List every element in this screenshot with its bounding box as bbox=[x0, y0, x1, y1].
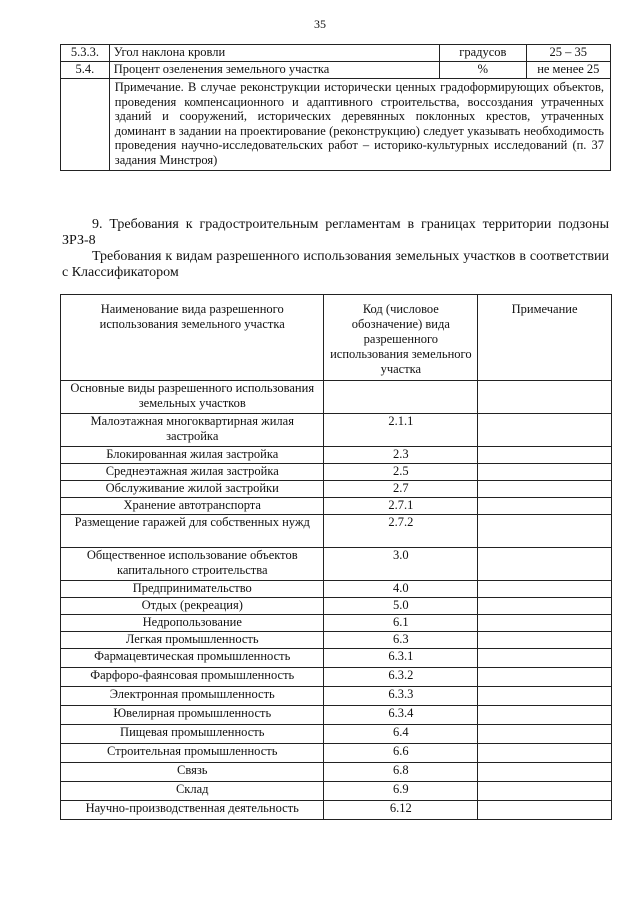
use-code: 6.9 bbox=[324, 782, 478, 801]
header-name: Наименование вида разрешенного использования земельного участка bbox=[61, 295, 324, 381]
use-note bbox=[478, 381, 612, 414]
parameter-value: не менее 25 bbox=[526, 62, 610, 79]
table-row bbox=[61, 481, 612, 498]
use-note bbox=[478, 447, 612, 464]
table-row bbox=[61, 45, 611, 62]
table-row bbox=[61, 548, 612, 581]
parameter-unit: градусов bbox=[440, 45, 527, 62]
parameter-value: 25 – 35 bbox=[526, 45, 610, 62]
use-name: Основные виды разрешенного использования земельных участков bbox=[61, 381, 324, 414]
page-number: 35 bbox=[314, 17, 326, 31]
use-code: 2.5 bbox=[324, 464, 478, 481]
table-row bbox=[61, 782, 612, 801]
table-row bbox=[61, 498, 612, 515]
use-code: 2.7 bbox=[324, 481, 478, 498]
use-note bbox=[478, 632, 612, 649]
use-code: 2.3 bbox=[324, 447, 478, 464]
use-name: Общественное использование объектов капитального строительства bbox=[61, 548, 324, 581]
row-number: 5.4. bbox=[61, 62, 110, 79]
use-note bbox=[478, 581, 612, 598]
table-row bbox=[61, 744, 612, 763]
table-row bbox=[61, 801, 612, 820]
use-name: Предпринимательство bbox=[61, 581, 324, 598]
use-code: 2.1.1 bbox=[324, 414, 478, 447]
use-code: 6.3.4 bbox=[324, 706, 478, 725]
use-name: Фармацевтическая промышленность bbox=[61, 649, 324, 668]
use-note bbox=[478, 782, 612, 801]
use-note bbox=[478, 481, 612, 498]
table-row bbox=[61, 668, 612, 687]
use-name: Обслуживание жилой застройки bbox=[61, 481, 324, 498]
use-name: Хранение автотранспорта bbox=[61, 498, 324, 515]
use-name: Связь bbox=[61, 763, 324, 782]
use-name: Блокированная жилая застройка bbox=[61, 447, 324, 464]
use-note bbox=[478, 668, 612, 687]
use-name: Пищевая промышленность bbox=[61, 725, 324, 744]
parameter-name: Процент озеленения земельного участка bbox=[109, 62, 439, 79]
use-code: 6.3.2 bbox=[324, 668, 478, 687]
table-row bbox=[61, 464, 612, 481]
table-row bbox=[61, 79, 611, 171]
use-code: 2.7.1 bbox=[324, 498, 478, 515]
use-note bbox=[478, 464, 612, 481]
table-row bbox=[61, 706, 612, 725]
table-row bbox=[61, 763, 612, 782]
table-row bbox=[61, 615, 612, 632]
use-name: Склад bbox=[61, 782, 324, 801]
use-note bbox=[478, 687, 612, 706]
use-code: 3.0 bbox=[324, 548, 478, 581]
use-code: 6.1 bbox=[324, 615, 478, 632]
use-name: Недропользование bbox=[61, 615, 324, 632]
table-row bbox=[61, 598, 612, 615]
table-row bbox=[61, 515, 612, 548]
parameter-unit: % bbox=[440, 62, 527, 79]
use-name: Легкая промышленность bbox=[61, 632, 324, 649]
use-note bbox=[478, 515, 612, 548]
table-row bbox=[61, 414, 612, 447]
use-code: 5.0 bbox=[324, 598, 478, 615]
use-note bbox=[478, 725, 612, 744]
header-note: Примечание bbox=[478, 295, 612, 381]
table-row bbox=[61, 649, 612, 668]
row-number: 5.3.3. bbox=[61, 45, 110, 62]
land-use-table bbox=[60, 294, 612, 820]
use-note bbox=[478, 801, 612, 820]
use-note bbox=[478, 615, 612, 632]
use-name: Размещение гаражей для собственных нужд bbox=[61, 515, 324, 548]
use-note bbox=[478, 498, 612, 515]
table-row bbox=[61, 632, 612, 649]
use-code: 6.12 bbox=[324, 801, 478, 820]
use-note bbox=[478, 598, 612, 615]
use-note bbox=[478, 744, 612, 763]
header-code: Код (числовое обозначение) вида разрешенного использования земельного участка bbox=[324, 295, 478, 381]
table-row bbox=[61, 62, 611, 79]
table-row bbox=[61, 725, 612, 744]
use-code: 2.7.2 bbox=[324, 515, 478, 548]
use-code bbox=[324, 381, 478, 414]
parameter-name: Угол наклона кровли bbox=[109, 45, 439, 62]
use-note bbox=[478, 706, 612, 725]
use-name: Ювелирная промышленность bbox=[61, 706, 324, 725]
table-header-row bbox=[61, 295, 612, 381]
use-name: Научно-производственная деятельность bbox=[61, 801, 324, 820]
section-subheading: Требования к видам разрешенного использования земельных участков в соответствии с Классификатором bbox=[62, 249, 609, 280]
section-heading: 9. Требования к градостроительным регламентам в границах территории подзоны ЗРЗ-8 bbox=[62, 217, 609, 248]
use-note bbox=[478, 548, 612, 581]
use-name: Строительная промышленность bbox=[61, 744, 324, 763]
table-row bbox=[61, 381, 612, 414]
use-code: 6.3.1 bbox=[324, 649, 478, 668]
use-note bbox=[478, 414, 612, 447]
table-row bbox=[61, 581, 612, 598]
use-note bbox=[478, 763, 612, 782]
use-note bbox=[478, 649, 612, 668]
use-code: 6.3.3 bbox=[324, 687, 478, 706]
parameters-table bbox=[60, 44, 611, 171]
use-code: 6.4 bbox=[324, 725, 478, 744]
use-code: 6.8 bbox=[324, 763, 478, 782]
use-name: Среднеэтажная жилая застройка bbox=[61, 464, 324, 481]
use-name: Электронная промышленность bbox=[61, 687, 324, 706]
use-code: 6.6 bbox=[324, 744, 478, 763]
empty-cell bbox=[61, 79, 110, 171]
use-code: 6.3 bbox=[324, 632, 478, 649]
use-name: Фарфоро-фаянсовая промышленность bbox=[61, 668, 324, 687]
use-name: Малоэтажная многоквартирная жилая застройка bbox=[61, 414, 324, 447]
note-text: Примечание. В случае реконструкции исторически ценных градоформирующих объектов, проведения компенсационного и адаптивного строительства, воссоздания утраченных зданий и сооружений, исторических деревянных поклонных крестов, утраченных доминант в задании на проектирование (реконструкцию) следует указывать необходимость проведения научно-исследовательских работ – историко-культурных исследований (п. 37 задания Минстроя) bbox=[109, 79, 610, 171]
use-code: 4.0 bbox=[324, 581, 478, 598]
table-row bbox=[61, 447, 612, 464]
table-row bbox=[61, 687, 612, 706]
use-name: Отдых (рекреация) bbox=[61, 598, 324, 615]
